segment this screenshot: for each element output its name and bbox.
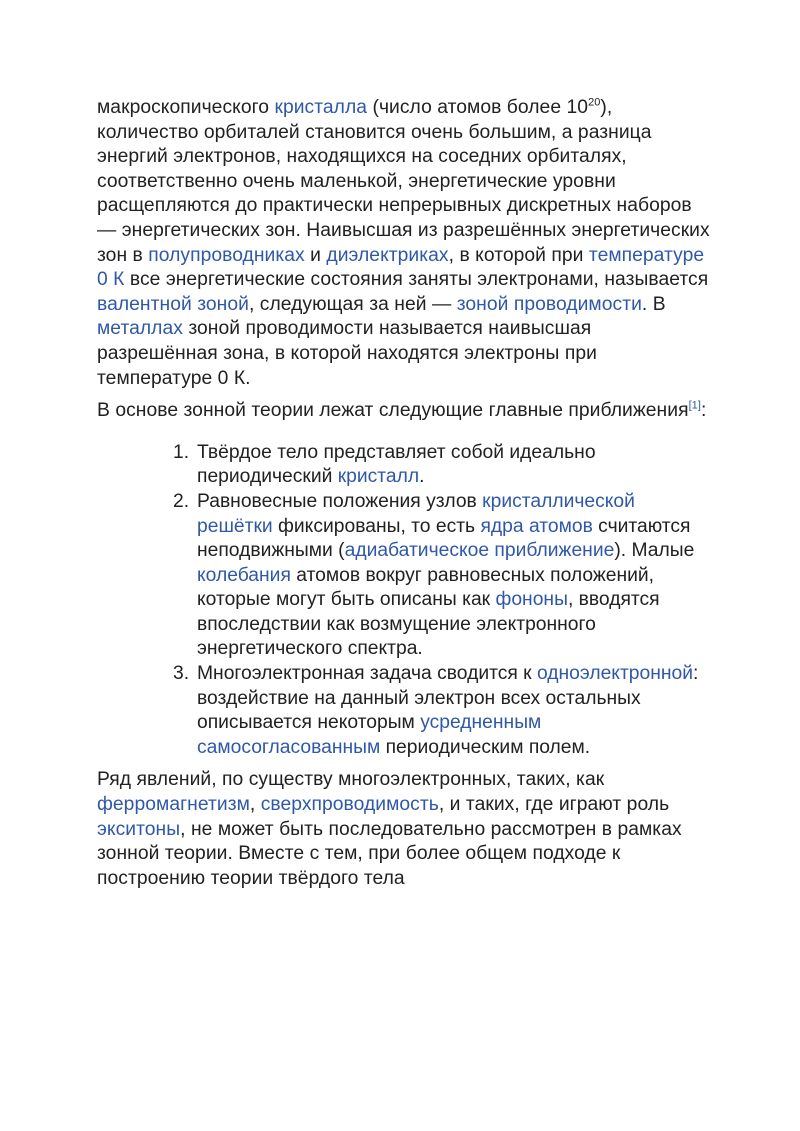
text: все энергетические состояния заняты электронами, называется bbox=[124, 269, 709, 291]
superscript-exponent: 20 bbox=[588, 96, 601, 109]
link-valence-band[interactable]: валентной зоной bbox=[97, 293, 249, 315]
text: периодическим полем. bbox=[380, 736, 591, 758]
text: Многоэлектронная задача сводится к bbox=[197, 663, 537, 685]
text: , не может быть последовательно рассмотрен в рамках зонной теории. Вместе с тем, при более общем подходе к построению теории твёрдого тела bbox=[97, 818, 682, 889]
link-self-consistent-field[interactable]: усредненным самосогласованным bbox=[197, 712, 542, 758]
text: (число атомов более 10 bbox=[367, 97, 589, 118]
text: атомов вокруг равновесных положений, которые могут быть описаны как bbox=[197, 564, 655, 611]
text: , bbox=[249, 794, 261, 816]
text: и bbox=[304, 244, 327, 266]
link-kristall[interactable]: кристалла bbox=[274, 97, 368, 118]
link-atomic-nuclei[interactable]: ядра атомов bbox=[480, 515, 593, 537]
paragraph-many-electron-phenomena bbox=[97, 768, 710, 891]
text: : bbox=[700, 400, 707, 422]
list-item bbox=[197, 662, 710, 760]
link-adiabatic-approximation[interactable]: адиабатическое приближение bbox=[344, 540, 615, 562]
link-crystal-lattice[interactable]: кристаллической решётки bbox=[197, 490, 635, 537]
list-item bbox=[197, 441, 710, 490]
link-metals[interactable]: металлах bbox=[97, 318, 183, 340]
text: . bbox=[419, 466, 425, 488]
link-superconductivity[interactable]: сверхпроводимость bbox=[260, 794, 439, 816]
approximations-list bbox=[97, 441, 710, 761]
link-crystal[interactable]: кристалл bbox=[337, 466, 420, 488]
text: : воздействие на данный электрон всех остальных описывается некоторым bbox=[197, 663, 699, 734]
paragraph-approximations-intro bbox=[97, 399, 710, 424]
text: ), количество орбиталей становится очень большим, а разница энергий электронов, находящихся на соседних орбиталях, соответственно очень маленькой, энергетические уровни расщепляются до практически непрерывных дискретных наборов — энергетических зон. Наивысшая из разрешённых энергетических зон в bbox=[97, 97, 710, 266]
link-conduction-band[interactable]: зоной проводимости bbox=[456, 293, 642, 315]
text: считаются неподвижными ( bbox=[197, 515, 691, 562]
text: , в которой при bbox=[448, 244, 589, 266]
text: , и таких, где играют роль bbox=[438, 794, 670, 816]
link-temperature-0k[interactable]: температуре 0 К bbox=[97, 244, 705, 291]
link-one-electron[interactable]: одноэлектронной bbox=[536, 663, 694, 685]
text: В основе зонной теории лежат следующие главные приближения bbox=[97, 400, 689, 422]
text: , следующая за ней — bbox=[248, 293, 457, 315]
link-dielectrics[interactable]: диэлектриках bbox=[326, 244, 449, 266]
text: фиксированы, то есть bbox=[272, 515, 481, 537]
link-excitons[interactable]: экситоны bbox=[97, 818, 181, 840]
text: макроскопического bbox=[97, 97, 275, 118]
list-item bbox=[197, 490, 710, 662]
text: ). Малые bbox=[614, 540, 695, 562]
text: Равновесные положения узлов bbox=[197, 490, 483, 512]
text: , вводятся впоследствии как возмущение электронного энергетического спектра. bbox=[197, 589, 660, 660]
link-semiconductors[interactable]: полупроводниках bbox=[148, 244, 305, 266]
text: зоной проводимости называется наивысшая разрешённая зона, в которой находятся электроны при температуре 0 К. bbox=[97, 318, 597, 389]
link-oscillations[interactable]: колебания bbox=[197, 564, 291, 586]
link-ferromagnetism[interactable]: ферромагнетизм bbox=[97, 794, 250, 816]
text: . В bbox=[641, 293, 666, 315]
reference-footnote-link[interactable]: [1] bbox=[688, 399, 701, 412]
paragraph-band-theory-intro bbox=[97, 96, 710, 391]
text: Ряд явлений, по существу многоэлектронных, таких, как bbox=[97, 769, 605, 791]
text: Твёрдое тело представляет собой идеально периодический bbox=[197, 441, 596, 488]
link-phonons[interactable]: фононы bbox=[495, 589, 568, 611]
